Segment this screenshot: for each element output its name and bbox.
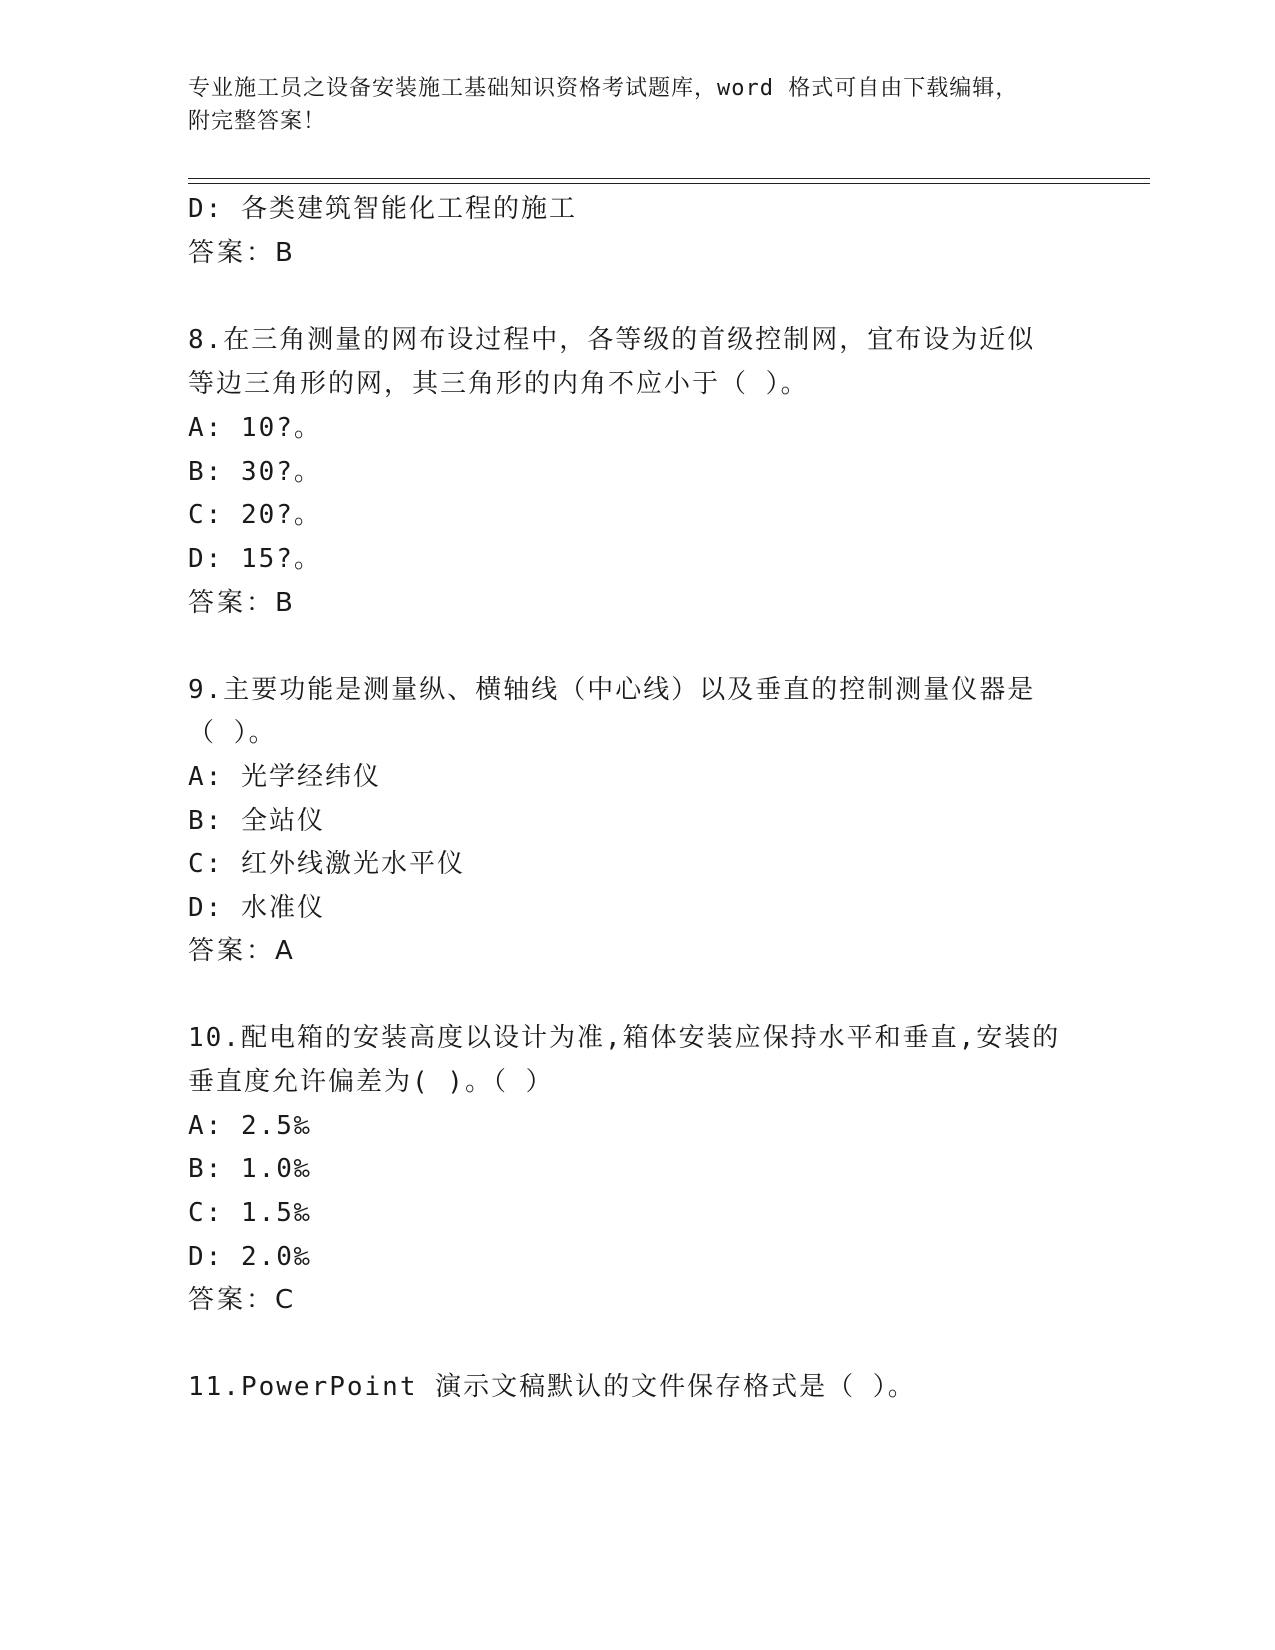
q9-answer: 答案：A — [188, 936, 296, 966]
q8-answer: 答案：B — [188, 588, 296, 618]
q10-option-c: C: 1.5‰ — [188, 1198, 312, 1228]
q10-answer: 答案：C — [188, 1285, 297, 1315]
q8-stem-line-2: 等边三角形的网，其三角形的内角不应小于（ ）。 — [188, 369, 809, 399]
q8-option-b: B: 30?。 — [188, 457, 322, 487]
q10-option-b: B: 1.0‰ — [188, 1154, 312, 1184]
q8-option-a: A: 10?。 — [188, 413, 322, 443]
q10-option-d: D: 2.0‰ — [188, 1242, 312, 1272]
q9-option-b: B: 全站仪 — [188, 806, 325, 836]
q10-option-a: A: 2.5‰ — [188, 1111, 312, 1141]
q8-stem-line-1: 8.在三角测量的网布设过程中，各等级的首级控制网，宜布设为近似 — [188, 325, 1036, 355]
header-line-2: 附完整答案！ — [188, 109, 327, 134]
q8-option-d: D: 15?。 — [188, 544, 322, 574]
q9-option-d: D: 水准仪 — [188, 893, 325, 923]
header-divider-top — [188, 178, 1150, 179]
q9-stem-line-2: （ ）。 — [188, 718, 277, 748]
q7-option-d: D: 各类建筑智能化工程的施工 — [188, 194, 577, 224]
q8-option-c: C: 20?。 — [188, 500, 322, 530]
q9-stem-line-1: 9.主要功能是测量纵、横轴线（中心线）以及垂直的控制测量仪器是 — [188, 675, 1036, 705]
q10-stem-line-1: 10.配电箱的安装高度以设计为准,箱体安装应保持水平和垂直,安装的 — [188, 1023, 1061, 1053]
q10-stem-line-2: 垂直度允许偏差为( )。（ ） — [188, 1067, 554, 1097]
header-line-1: 专业施工员之设备安装施工基础知识资格考试题库，word 格式可自由下载编辑， — [188, 76, 1019, 101]
q11-stem-line-1: 11.PowerPoint 演示文稿默认的文件保存格式是（ ）。 — [188, 1372, 916, 1402]
q9-option-c: C: 红外线激光水平仪 — [188, 849, 465, 879]
header-divider-bottom — [188, 183, 1150, 184]
q9-option-a: A: 光学经纬仪 — [188, 762, 381, 792]
document-header — [188, 72, 1068, 138]
q7-answer: 答案：B — [188, 238, 296, 268]
